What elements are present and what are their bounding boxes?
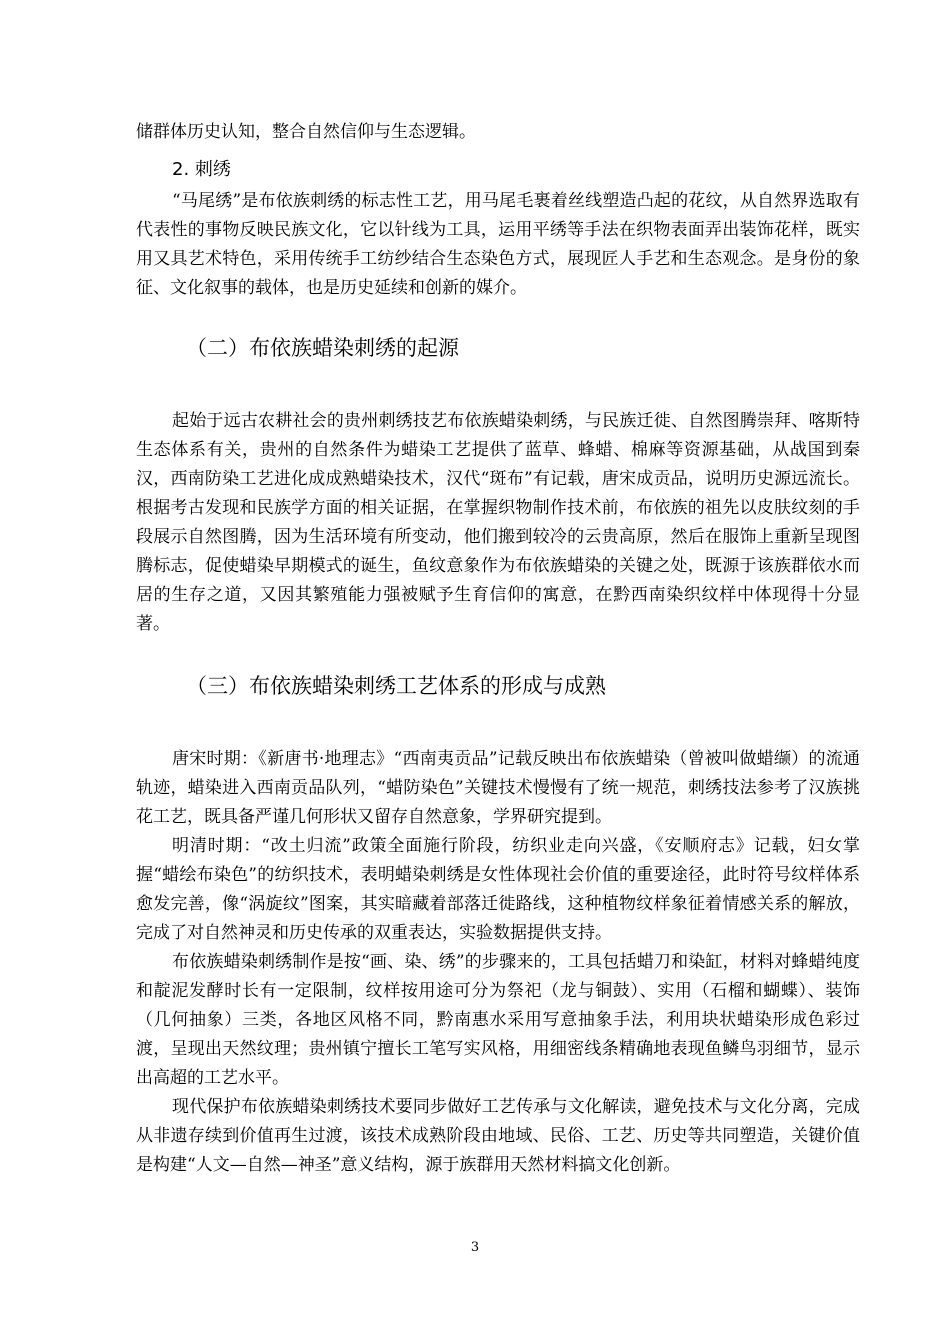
page-content <box>136 118 860 1180</box>
embroidery-heading: 2. 刺绣 <box>172 159 231 180</box>
modern-protection-paragraph: 现代保护布依族蜡染刺绣技术要同步做好工艺传承与文化解读，避免技术与文化分离，完成从非遗存续到价值再生过渡，该技术成熟阶段由地域、民俗、工艺、历史等共同塑造，关键价值是构建“人文—自然—神圣”意义结构，源于族群用天然材料搞文化创新。 <box>136 1097 860 1175</box>
embroidery-paragraph: “马尾绣”是布依族刺绣的标志性工艺，用马尾毛裹着丝线塑造凸起的花纹，从自然界选取有代表性的事物反映民族文化，它以针线为工具，运用平绣等手法在织物表面弄出装饰花样，既实用又具艺术特色，采用传统手工纺纱结合生态染色方式，展现匠人手艺和生态观念。是身份的象征、文化叙事的载体，也是历史延续和创新的媒介。 <box>136 191 860 298</box>
section-origin-paragraph: 起始于远古农耕社会的贵州刺绣技艺布依族蜡染刺绣，与民族迁徙、自然图腾崇拜、喀斯特生态体系有关，贵州的自然条件为蜡染工艺提供了蓝草、蜂蜡、棉麻等资源基础，从战国到秦汉，西南防染工艺进化成成熟蜡染技术，汉代“斑布”有记载，唐宋成贡品，说明历史源远流长。根据考古发现和民族学方面的相关证据，在掌握织物制作技术前，布依族的祖先以皮肤纹刻的手段展示自然图腾，因为生活环境有所变动，他们搬到较冷的云贵高原，然后在服饰上重新呈现图腾标志，促使蜡染早期模式的诞生，鱼纹意象作为布依族蜡染的关键之处，既源于该族群依水而居的生存之道，又因其繁殖能力强被赋予生育信仰的寓意，在黔西南染织纹样中体现得十分显著。 <box>136 411 860 634</box>
section-formation-heading: （三）布依族蜡染刺绣工艺体系的形成与成熟 <box>186 674 606 698</box>
process-paragraph: 布依族蜡染刺绣制作是按“画、染、绣”的步骤来的，工具包括蜡刀和染缸，材料对蜂蜡纯度和靛泥发酵时长有一定限制，纹样按用途可分为祭祀（龙与铜鼓）、实用（石榴和蝴蝶）、装饰（几何抽象）三类，各地区风格不同，黔南惠水采用写意抽象手法，利用块状蜡染形成色彩过渡，呈现出天然纹理；贵州镇宁擅长工笔写实风格，用细密线条精确地表现鱼鳞鸟羽细节，显示出高超的工艺水平。 <box>136 952 860 1088</box>
ming-qing-paragraph: 明清时期：“改土归流”政策全面施行阶段，纺织业走向兴盛，《安顺府志》记载，妇女掌握“蜡绘布染色”的纺织技术，表明蜡染刺绣是女性体现社会价值的重要途径，此时符号纹样体系愈发完善，像“涡旋纹”图案，其实暗藏着部落迁徙路线，这种植物纹样象征着情感关系的解放，完成了对自然神灵和历史传承的双重表达，实验数据提供支持。 <box>136 836 860 943</box>
intro-tail-paragraph: 储群体历史认知，整合自然信仰与生态逻辑。 <box>136 122 476 142</box>
tang-song-paragraph: 唐宋时期：《新唐书·地理志》“西南夷贡品”记载反映出布依族蜡染（曾被叫做蜡缬）的流通轨迹，蜡染进入西南贡品队列，“蜡防染色”关键技术慢慢有了统一规范，刺绣技法参考了汉族挑花工艺，既具备严谨几何形状又留存自然意象，学界研究提到。 <box>136 749 860 827</box>
page-number: 3 <box>470 1240 480 1255</box>
section-origin-heading: （二）布依族蜡染刺绣的起源 <box>186 336 459 360</box>
